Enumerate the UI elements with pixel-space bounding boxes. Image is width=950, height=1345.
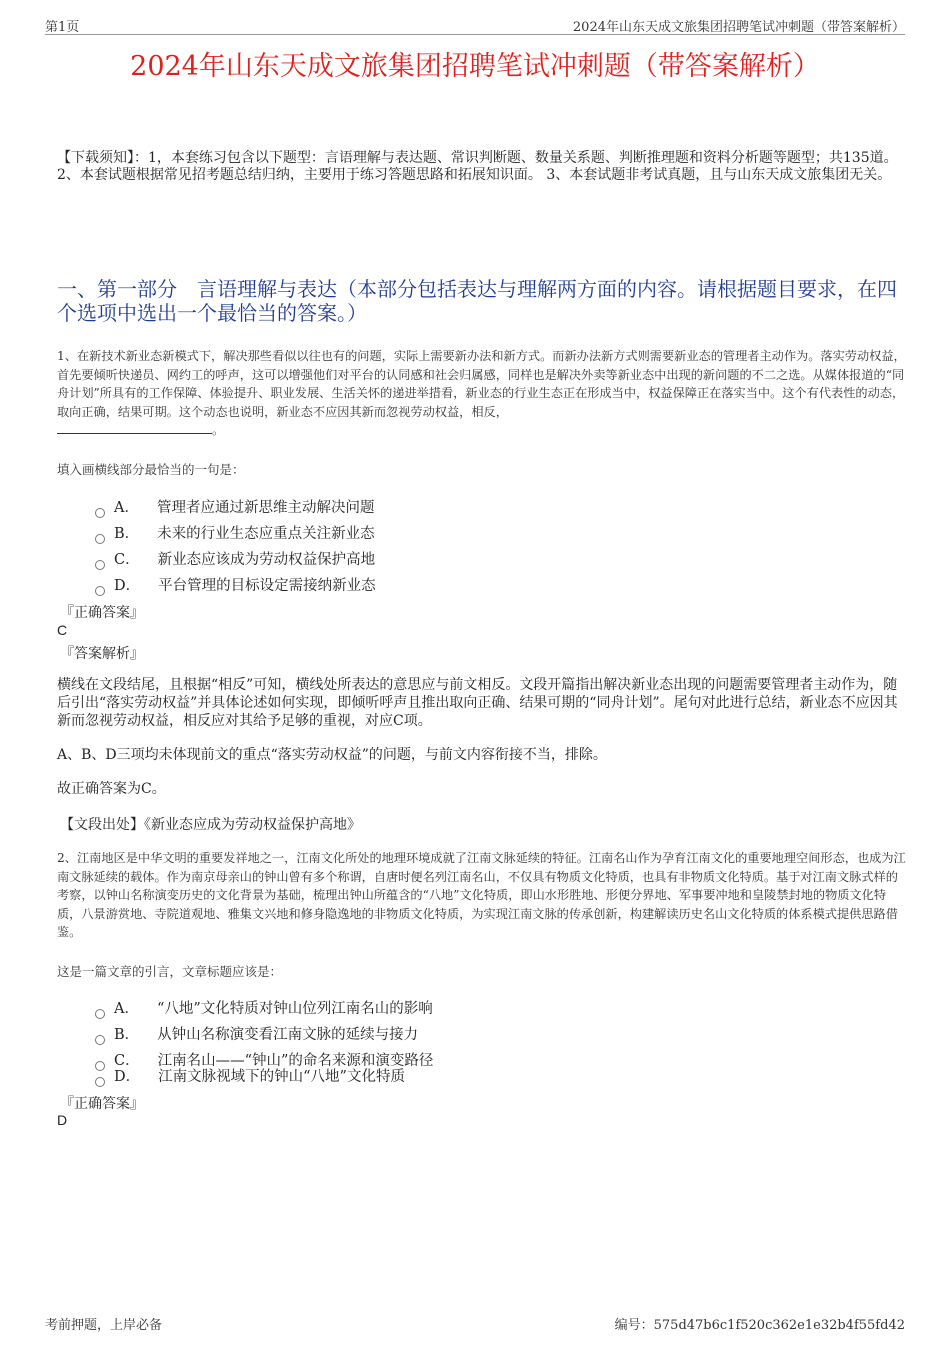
footer-doc-id: 编号：575d47b6c1f520c362e1e32b4f55fd42: [614, 1318, 905, 1333]
section-title: 一、第一部分 言语理解与表达（本部分包括表达与理解两方面的内容。请根据题目要求，在四个选项中选出一个最恰当的答案。）: [57, 277, 897, 325]
radio-icon[interactable]: [95, 1035, 105, 1045]
q1-source: 【文段出处】《新业态应成为劳动权益保护高地》: [60, 817, 361, 833]
radio-icon[interactable]: [95, 534, 105, 544]
q1-answer-tag: 『正确答案』: [60, 605, 144, 621]
q2-option-d[interactable]: D． 江南文脉视域下的钟山“八地”文化特质: [95, 1065, 405, 1086]
q2-answer: D: [57, 1112, 68, 1128]
q1-analysis-paragraph: 横线在文段结尾，且根据“相反”可知，横线处所表达的意思应与前文相反。文段开篇指出解决新业态出现的问题需要管理者主动作为，随后引出“落实劳动权益”并具体论述如何实现，即倾听呼声且推出取向正确、结果可期的“同舟计划”。尾句对此进行总结，新业态不应因其新而忽视劳动权益，相反应对其给予足够的重视，对应C项。: [57, 677, 898, 729]
radio-icon[interactable]: [95, 560, 105, 570]
q1-option-a[interactable]: A． 管理者应通过新思维主动解决问题: [95, 496, 374, 517]
q1-option-c[interactable]: C． 新业态应该成为劳动权益保护高地: [95, 548, 375, 569]
radio-icon[interactable]: [95, 508, 105, 518]
radio-icon[interactable]: [95, 586, 105, 596]
header-doc-title: 2024年山东天成文旅集团招聘笔试冲刺题（带答案解析）: [572, 20, 905, 35]
radio-icon[interactable]: [95, 1077, 105, 1087]
q2-answer-tag: 『正确答案』: [60, 1096, 144, 1112]
question-2-lead: 这是一篇文章的引言，文章标题应该是：: [57, 964, 283, 979]
q1-analysis-paragraph: A、B、D三项均未体现前文的重点“落实劳动权益”的问题，与前文内容衔接不当，排除。: [57, 747, 607, 763]
radio-icon[interactable]: [95, 1009, 105, 1019]
fill-blank: [57, 421, 212, 434]
page-number: 第1页: [45, 20, 80, 35]
q1-option-b[interactable]: B． 未来的行业生态应重点关注新业态: [95, 522, 375, 543]
footer-slogan: 考前押题，上岸必备: [45, 1318, 163, 1333]
q1-analysis-conclusion: 故正确答案为C。: [57, 781, 166, 797]
question-2-stem: 2、江南地区是中华文明的重要发祥地之一，江南文化所处的地理环境成就了江南文脉延续的特征。江南名山作为孕育江南文化的重要地理空间形态，也成为江南文脉延续的载体。作为南京母亲山的钟山曾有多个称谓，自唐时便名列江南名山，不仅具有物质文化特质，也具有非物质文化特质。基于对江南文脉式样的考察，以钟山名称演变历史的文化背景为基础，梳理出钟山所蕴含的“八地”文化特质，即山水形胜地、形便分界地、军事要冲地和皇陵禁封地的物质文化特质，八景游赏地、寺院道观地、雅集文兴地和修身隐逸地的非物质文化特质，为实现江南文脉的传承创新，构建解读历史名山文化特质的体系模式提供思路借鉴。: [57, 851, 906, 939]
page-title: 2024年山东天成文旅集团招聘笔试冲刺题（带答案解析）: [130, 51, 820, 82]
header-divider: [45, 34, 905, 35]
q1-analysis-tag: 『答案解析』: [60, 646, 144, 662]
question-1-stem: 1、在新技术新业态新模式下，解决那些看似以往也有的问题，实际上需要新办法和新方式。而新办法新方式则需要新业态的管理者主动作为。落实劳动权益，首先要倾听快递员、网约工的呼声，这可以增强他们对平台的认同感和社会归属感，同样也是解决外卖等新业态中出现的新问题的不二之选。从媒体报道的“同舟计划”所具有的工作保障、体验提升、职业发展、生活关怀的递进举措看，新业态的行业生态正在形成当中，权益保障正在落实当中。这个有代表性的动态，取向正确，结果可期。这个动态也说明，新业态不应因其新而忽视劳动权益，相反， 。: [57, 349, 906, 437]
q2-option-b[interactable]: B． 从钟山名称演变看江南文脉的延续与接力: [95, 1023, 418, 1044]
q2-option-c[interactable]: C． 江南名山——“钟山”的命名来源和演变路径: [95, 1049, 433, 1070]
q1-option-d[interactable]: D． 平台管理的目标设定需接纳新业态: [95, 574, 376, 595]
q1-answer: C: [57, 622, 68, 638]
q2-option-a[interactable]: A． “八地”文化特质对钟山位列江南名山的影响: [95, 997, 433, 1018]
question-1-lead: 填入画横线部分最恰当的一句是：: [57, 462, 245, 477]
download-notice: 【下载须知】：1，本套练习包含以下题型：言语理解与表达题、常识判断题、数量关系题、判断推理题和资料分析题等题型；共135道。 2、本套试题根据常见招考题总结归纳，主要用于练习答题思路和拓展知识面。 3、本套试题非考试真题，且与山东天成文旅集团无关。: [57, 150, 898, 183]
